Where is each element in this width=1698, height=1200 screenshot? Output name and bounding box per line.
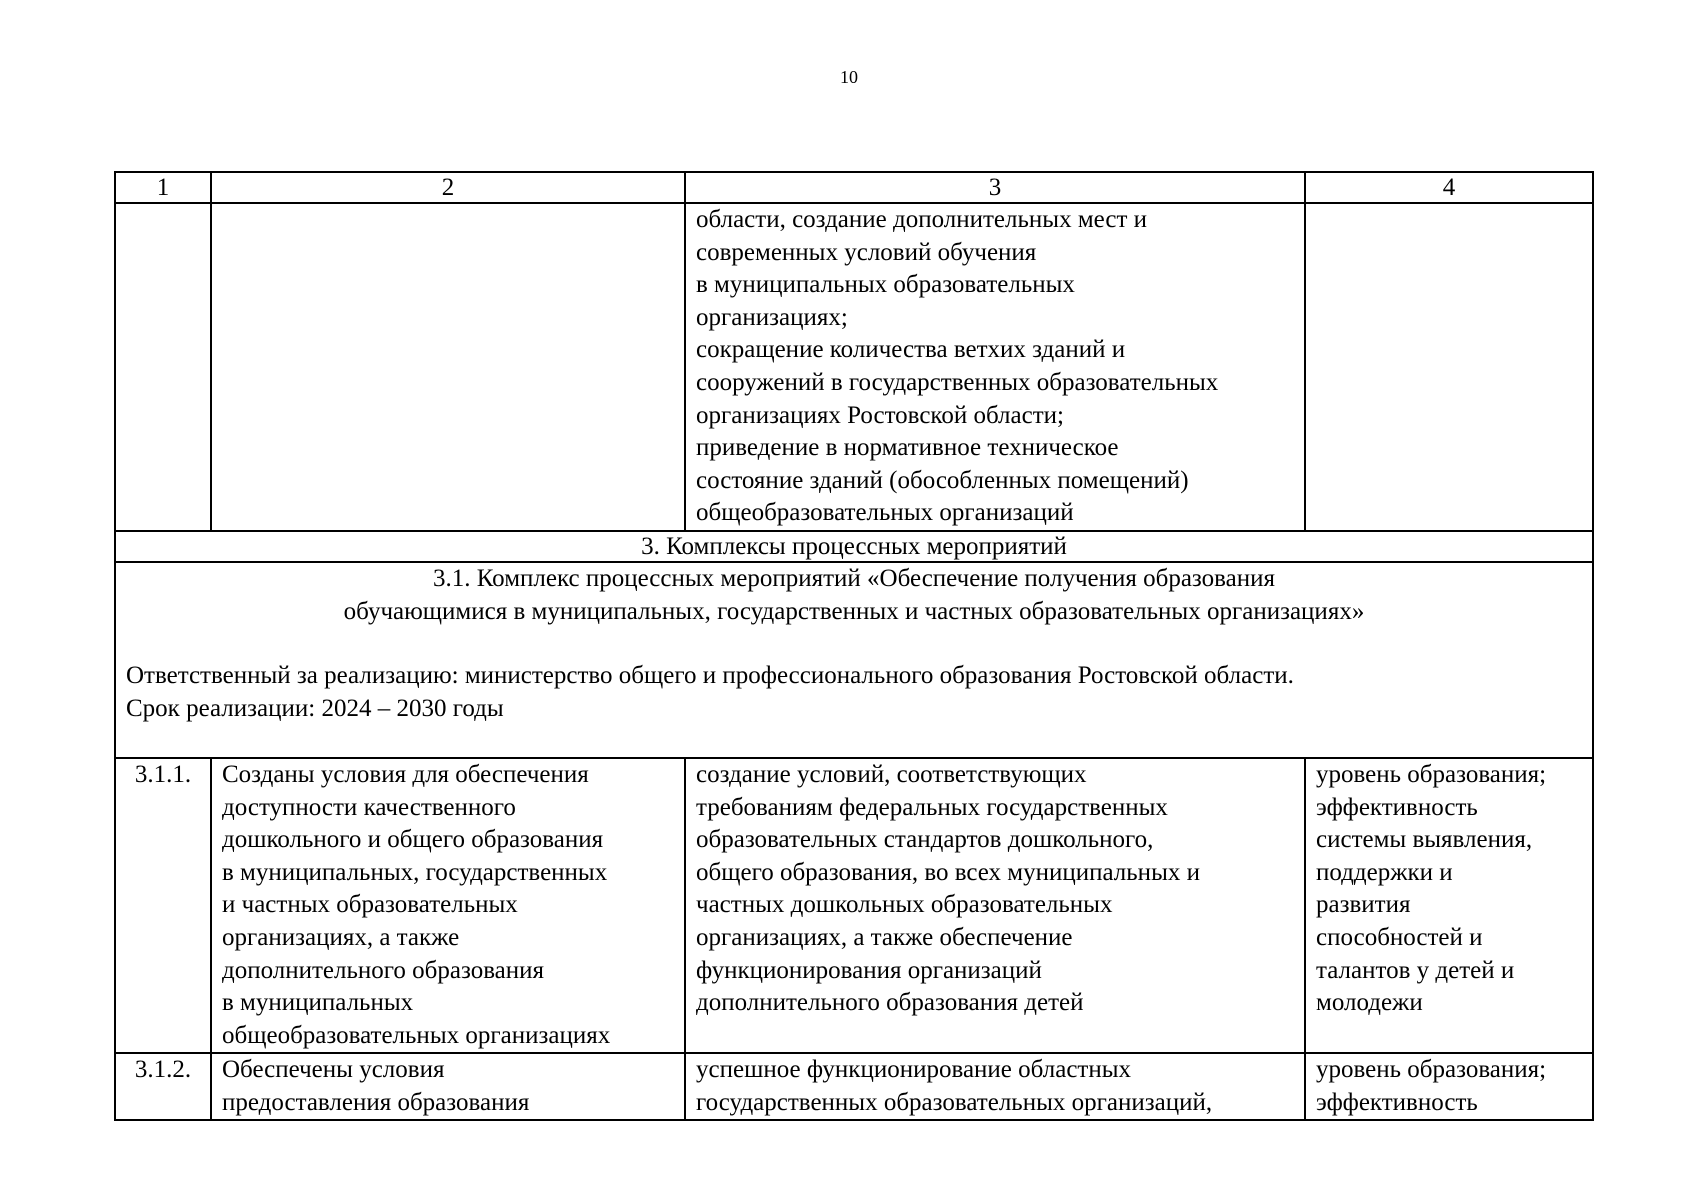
text-line: дополнительного образования: [222, 956, 545, 984]
responsible-text: Ответственный за реализацию: министерство общего и профессионального образования Ростовской области.: [126, 662, 1294, 690]
page-number: 10: [840, 67, 858, 87]
column-number-3: 3: [685, 172, 1305, 203]
text-line: области, создание дополнительных мест и: [696, 206, 1148, 233]
text-line: молодежи: [1316, 989, 1423, 1017]
text-line: развития: [1316, 891, 1411, 919]
text-line: талантов у детей и: [1316, 956, 1515, 984]
text-line: государственных образовательных организаций,: [696, 1088, 1213, 1116]
text-line: дошкольного и общего образования: [222, 826, 604, 854]
text-line: в муниципальных, государственных: [222, 858, 608, 886]
text-line: общего образования, во всех муниципальных и: [696, 858, 1200, 886]
continuation-row: [115, 203, 1593, 531]
table-row: [115, 1053, 1593, 1120]
text-line: эффективность: [1316, 1088, 1478, 1116]
text-line: организациях;: [696, 303, 848, 331]
text-line: современных условий обучения: [696, 238, 1037, 266]
text-line: общеобразовательных организациях: [222, 1021, 611, 1049]
text-line: поддержки и: [1316, 858, 1453, 886]
text-line: в муниципальных образовательных: [696, 271, 1075, 299]
column-number-row: [115, 172, 1593, 203]
section-title: 3. Комплексы процессных мероприятий: [115, 531, 1593, 562]
complex-title: [126, 563, 1582, 628]
complex-row: [115, 562, 1593, 758]
text-line: организациях Ростовской области;: [696, 401, 1064, 429]
complex-title-line: обучающимися в муниципальных, государственных и частных образовательных организациях»: [343, 597, 1365, 625]
text-line: способностей и: [1316, 923, 1483, 951]
text-line: предоставления образования: [222, 1088, 530, 1116]
continuation-col2: [211, 203, 685, 531]
row-result: [211, 758, 685, 1053]
text-line: создание условий, соответствующих: [696, 760, 1087, 788]
continuation-col3: [685, 203, 1305, 531]
row-number: 3.1.2.: [115, 1053, 211, 1120]
term-text: Срок реализации: 2024 – 2030 годы: [126, 694, 504, 722]
row-indicators: [1305, 1053, 1593, 1120]
text-line: эффективность: [1316, 793, 1478, 821]
measures-table: [114, 171, 1594, 1121]
row-result: [211, 1053, 685, 1120]
text-line: приведение в нормативное техническое: [696, 434, 1119, 462]
text-line: доступности качественного: [222, 793, 516, 821]
column-number-1: 1: [115, 172, 211, 203]
text-line: функционирования организаций: [696, 956, 1042, 984]
table-row: [115, 758, 1593, 1053]
text-line: организациях, а также обеспечение: [696, 923, 1073, 951]
row-number: 3.1.1.: [115, 758, 211, 1053]
column-number-4: 4: [1305, 172, 1593, 203]
section-heading-row: [115, 531, 1593, 562]
text-line: и частных образовательных: [222, 891, 518, 919]
column-number-2: 2: [211, 172, 685, 203]
text-line: требованиям федеральных государственных: [696, 793, 1168, 821]
text-line: организациях, а также: [222, 923, 460, 951]
text-line: общеобразовательных организаций: [696, 499, 1074, 527]
text-line: дополнительного образования детей: [696, 989, 1084, 1017]
text-line: состояние зданий (обособленных помещений): [696, 466, 1189, 494]
row-indicators: [1305, 758, 1593, 1053]
text-line: уровень образования;: [1316, 1056, 1547, 1084]
text-line: Созданы условия для обеспечения: [222, 760, 589, 788]
continuation-col4: [1305, 203, 1593, 531]
text-line: уровень образования;: [1316, 760, 1547, 788]
complex-cell: [115, 562, 1593, 758]
text-line: сокращение количества ветхих зданий и: [696, 336, 1126, 364]
text-line: сооружений в государственных образовательных: [696, 368, 1219, 396]
text-line: успешное функционирование областных: [696, 1056, 1132, 1084]
spacer: [126, 628, 1582, 660]
complex-title-line: 3.1. Комплекс процессных мероприятий «Обеспечение получения образования: [432, 564, 1275, 592]
text-line: образовательных стандартов дошкольного,: [696, 826, 1154, 854]
row-description: [685, 1053, 1305, 1120]
text-line: в муниципальных: [222, 989, 414, 1017]
row-description: [685, 758, 1305, 1053]
text-line: Обеспечены условия: [222, 1056, 445, 1084]
continuation-col1: [115, 203, 211, 531]
text-line: системы выявления,: [1316, 826, 1533, 854]
text-line: частных дошкольных образовательных: [696, 891, 1113, 919]
